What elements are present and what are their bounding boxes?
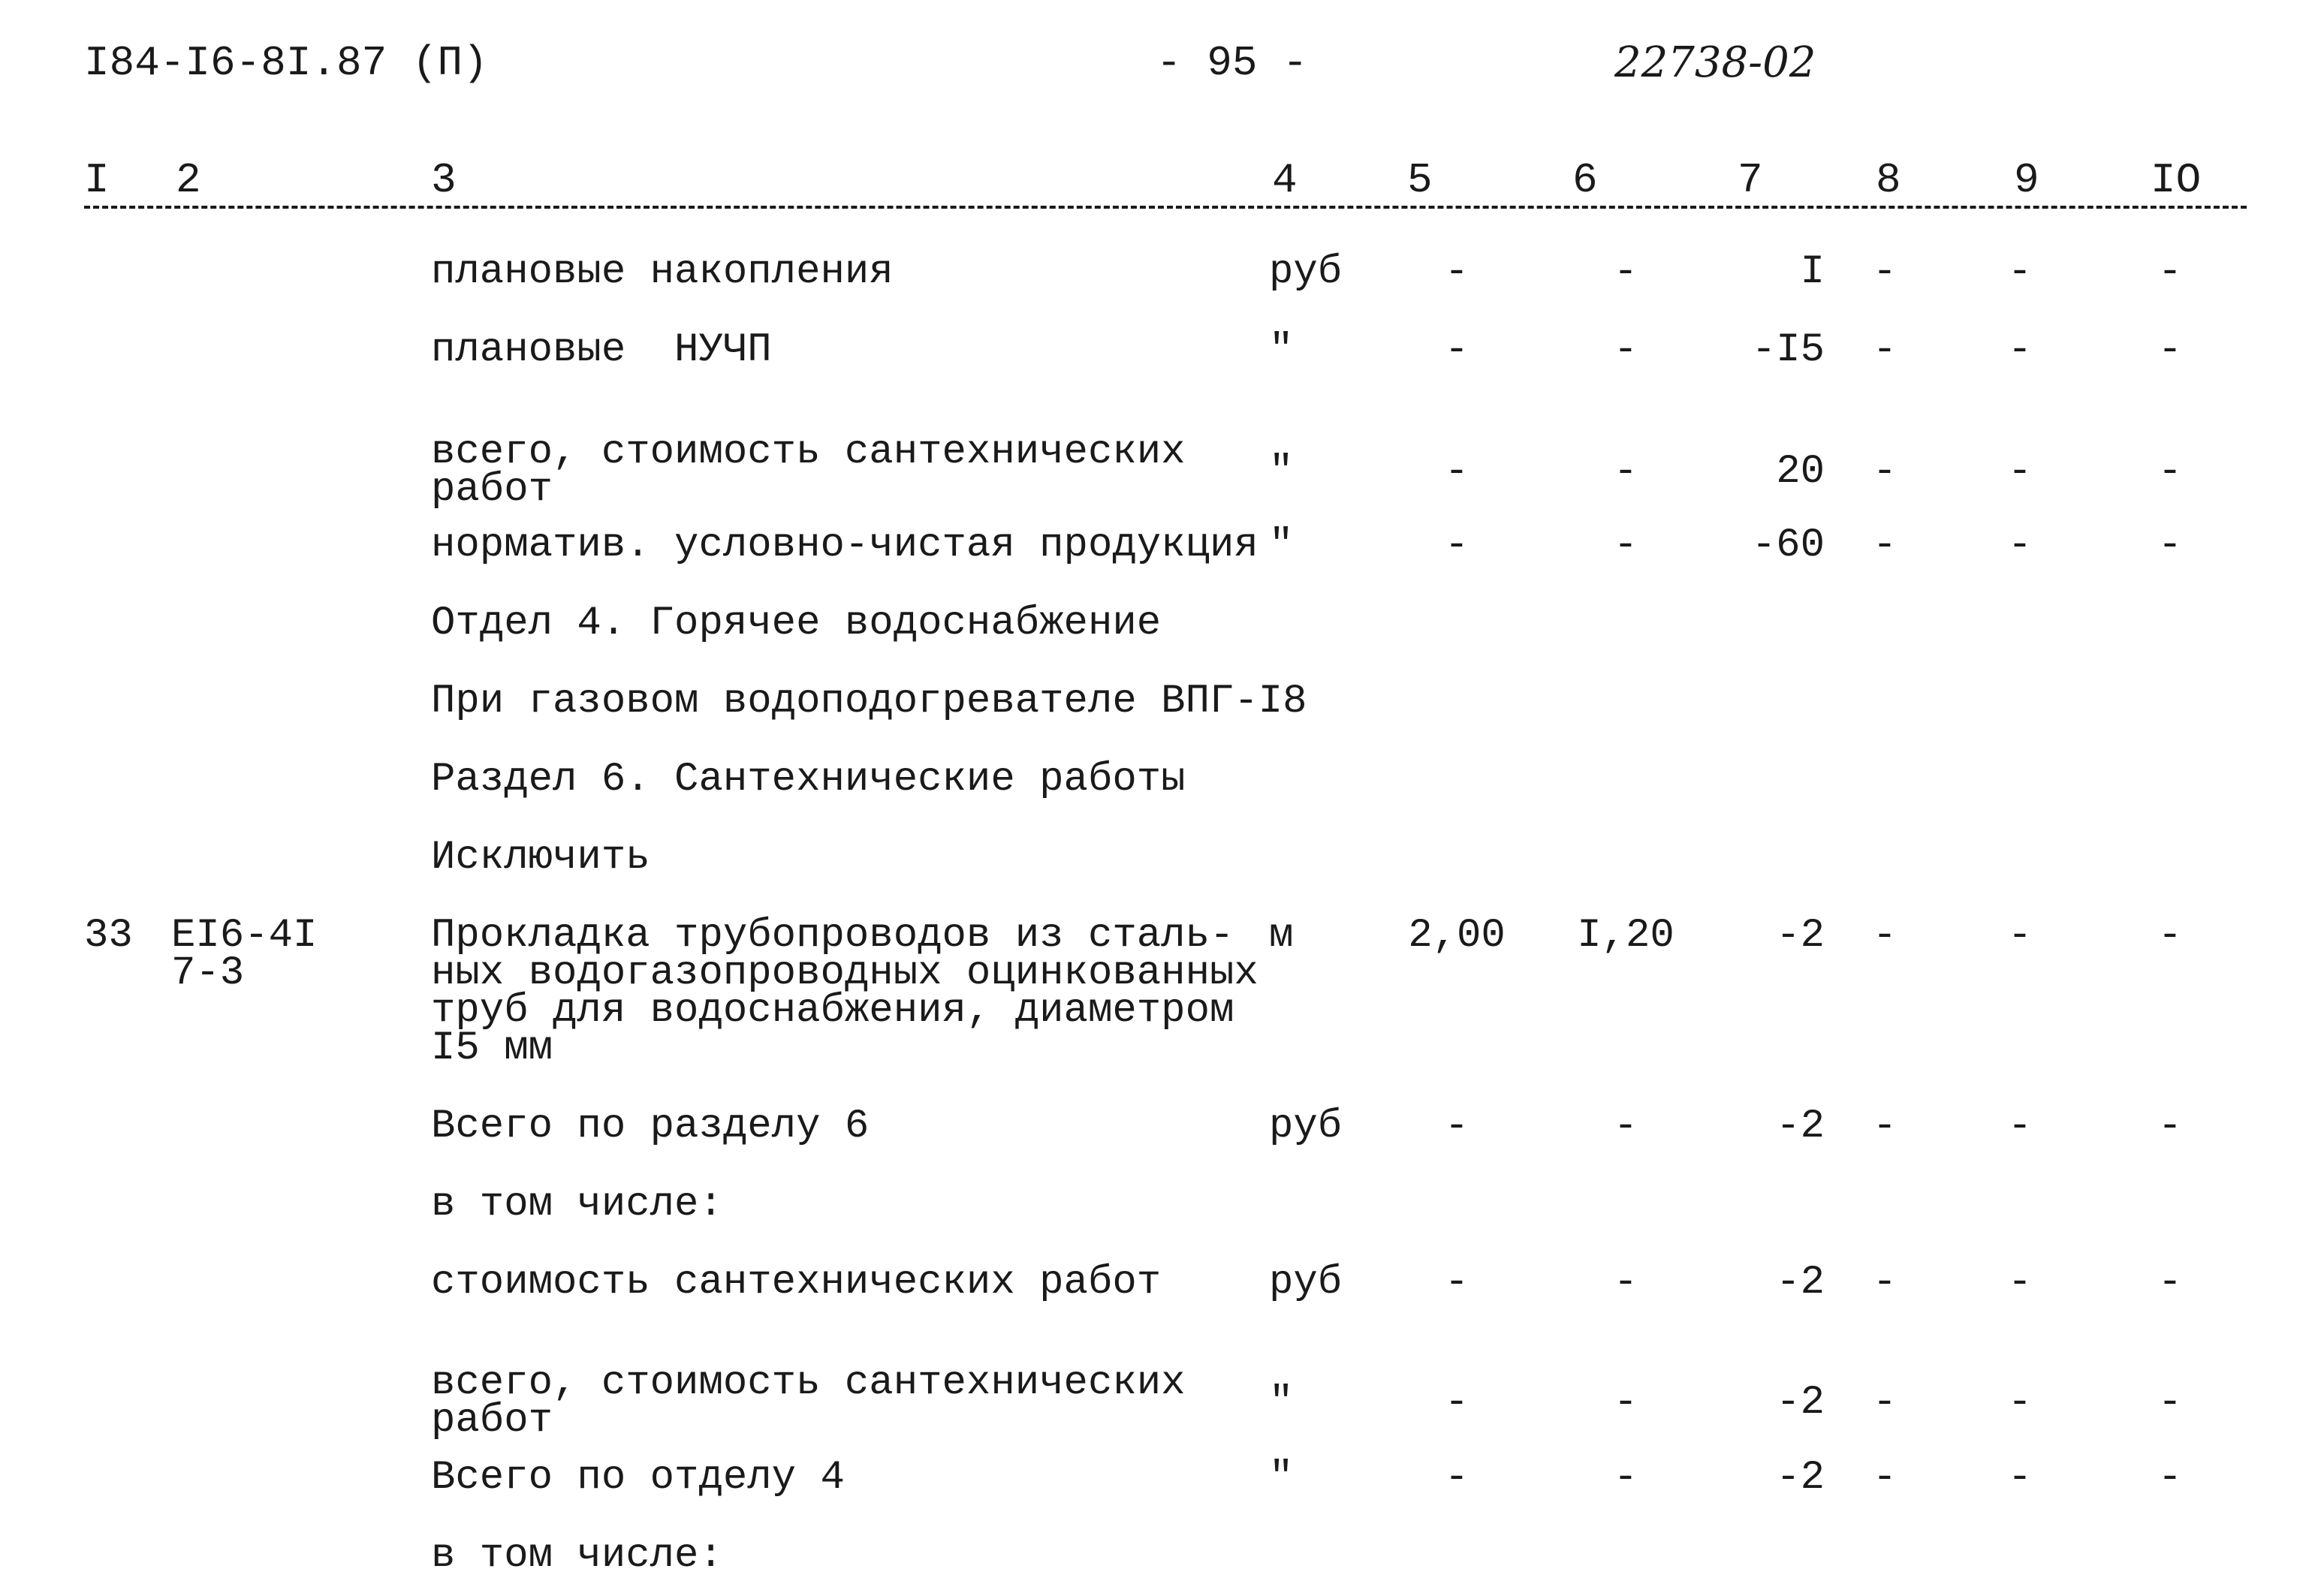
cell-c3: плановые накопления <box>431 249 894 295</box>
cell-c3: Всего по разделу 6 <box>431 1104 870 1149</box>
cell-c8: - <box>1872 913 1898 959</box>
cell-c9: - <box>2007 1455 2033 1501</box>
cell-c9: - <box>2007 913 2033 959</box>
cell-c9: - <box>2007 327 2033 373</box>
header-rule <box>84 206 2247 209</box>
cell-c9: - <box>2007 522 2033 568</box>
cell-c4: " <box>1269 1380 1294 1426</box>
cell-c4: " <box>1269 522 1294 568</box>
cell-c10: - <box>2157 1380 2183 1426</box>
cell-c3: в том числе: <box>431 1182 723 1227</box>
inventory-number: 22738-02 <box>1614 38 1816 87</box>
cell-c5: - <box>1444 449 1470 495</box>
column-header-7: 7 <box>1738 156 1763 204</box>
cell-c8: - <box>1872 1455 1898 1501</box>
cell-c5: - <box>1444 1380 1470 1426</box>
cell-c6: - <box>1613 1455 1638 1501</box>
cell-c4: руб <box>1269 249 1343 295</box>
cell-c3: в том числе: <box>431 1533 723 1579</box>
cell-c7: -2 <box>1776 1455 1825 1501</box>
column-header-2: 2 <box>176 156 201 204</box>
cell-c6: - <box>1613 449 1638 495</box>
cell-c7: -2 <box>1776 1104 1825 1149</box>
cell-c10: - <box>2157 1260 2183 1305</box>
cell-c10: - <box>2157 327 2183 373</box>
column-header-1: I <box>84 156 110 204</box>
cell-c8: - <box>1872 327 1898 373</box>
cell-c4: " <box>1269 449 1294 495</box>
cell-c6: I,20 <box>1577 913 1674 959</box>
cell-c4: " <box>1269 327 1294 373</box>
cell-c7: -2 <box>1776 1260 1825 1305</box>
cell-c3: Отдел 4. Горячее водоснабжение <box>431 601 1162 646</box>
cell-c5: - <box>1444 249 1470 295</box>
cell-c5: - <box>1444 1104 1470 1149</box>
column-header-9: 9 <box>2014 156 2039 204</box>
column-header-5: 5 <box>1407 156 1433 204</box>
cell-c6: - <box>1613 327 1638 373</box>
table-header <box>84 156 2247 204</box>
cell-c7: -2 <box>1776 1380 1825 1426</box>
cell-c4: руб <box>1269 1260 1343 1305</box>
cell-c7: -60 <box>1751 522 1825 568</box>
cell-c4: м <box>1269 913 1294 959</box>
cell-c10: - <box>2157 913 2183 959</box>
cell-c5: - <box>1444 327 1470 373</box>
cell-c9: - <box>2007 1380 2033 1426</box>
cell-c8: - <box>1872 522 1898 568</box>
cell-c8: - <box>1872 1380 1898 1426</box>
cell-c9: - <box>2007 449 2033 495</box>
cell-c3: Исключить <box>431 835 650 881</box>
cell-c7: -2 <box>1776 913 1825 959</box>
cell-c9: - <box>2007 1260 2033 1305</box>
cell-c3: Прокладка трубопроводов из сталь- ных водогазопроводных оцинкованных труб для водоснабжения, диаметром I5 мм <box>431 913 1259 1071</box>
column-header-6: 6 <box>1572 156 1598 204</box>
cell-c10: - <box>2157 1104 2183 1149</box>
cell-c5: 2,00 <box>1408 913 1506 959</box>
cell-c3: всего, стоимость сантехнических работ <box>431 1360 1186 1444</box>
cell-c6: - <box>1613 1260 1638 1305</box>
cell-c6: - <box>1613 1104 1638 1149</box>
cell-c5: - <box>1444 522 1470 568</box>
column-header-10: IO <box>2151 156 2202 204</box>
cell-c4: " <box>1269 1455 1294 1501</box>
column-header-3: 3 <box>431 156 457 204</box>
cell-c9: - <box>2007 249 2033 295</box>
cell-c7: I <box>1800 249 1825 295</box>
cell-c8: - <box>1872 249 1898 295</box>
cell-c3: При газовом водоподогревателе ВПГ-I8 <box>431 679 1307 724</box>
cell-c8: - <box>1872 1260 1898 1305</box>
cell-c6: - <box>1613 1380 1638 1426</box>
cell-c3: стоимость сантехнических работ <box>431 1260 1162 1305</box>
cell-c2: ЕI6-4I 7-3 <box>171 913 318 996</box>
column-header-4: 4 <box>1272 156 1298 204</box>
cell-c5: - <box>1444 1455 1470 1501</box>
cell-c8: - <box>1872 449 1898 495</box>
cell-c3: всего, стоимость сантехнических работ <box>431 429 1186 513</box>
column-header-8: 8 <box>1876 156 1901 204</box>
cell-c7: 20 <box>1776 449 1825 495</box>
cell-c6: - <box>1613 522 1638 568</box>
cell-c3: Всего по отделу 4 <box>431 1455 845 1501</box>
page-number: - 95 - <box>1156 39 1308 87</box>
cell-c8: - <box>1872 1104 1898 1149</box>
cell-c3: Раздел 6. Сантехнические работы <box>431 757 1186 803</box>
cell-c5: - <box>1444 1260 1470 1305</box>
cell-c10: - <box>2157 249 2183 295</box>
document-code: I84-I6-8I.87 (П) <box>84 39 488 87</box>
cell-c9: - <box>2007 1104 2033 1149</box>
cell-c7: -I5 <box>1751 327 1825 373</box>
cell-c1: 33 <box>84 913 133 959</box>
cell-c4: руб <box>1269 1104 1343 1149</box>
cell-c10: - <box>2157 1455 2183 1501</box>
cell-c3: плановые НУЧП <box>431 327 772 373</box>
cell-c6: - <box>1613 249 1638 295</box>
cell-c10: - <box>2157 522 2183 568</box>
cell-c3: норматив. условно-чистая продукция <box>431 522 1259 568</box>
cell-c10: - <box>2157 449 2183 495</box>
